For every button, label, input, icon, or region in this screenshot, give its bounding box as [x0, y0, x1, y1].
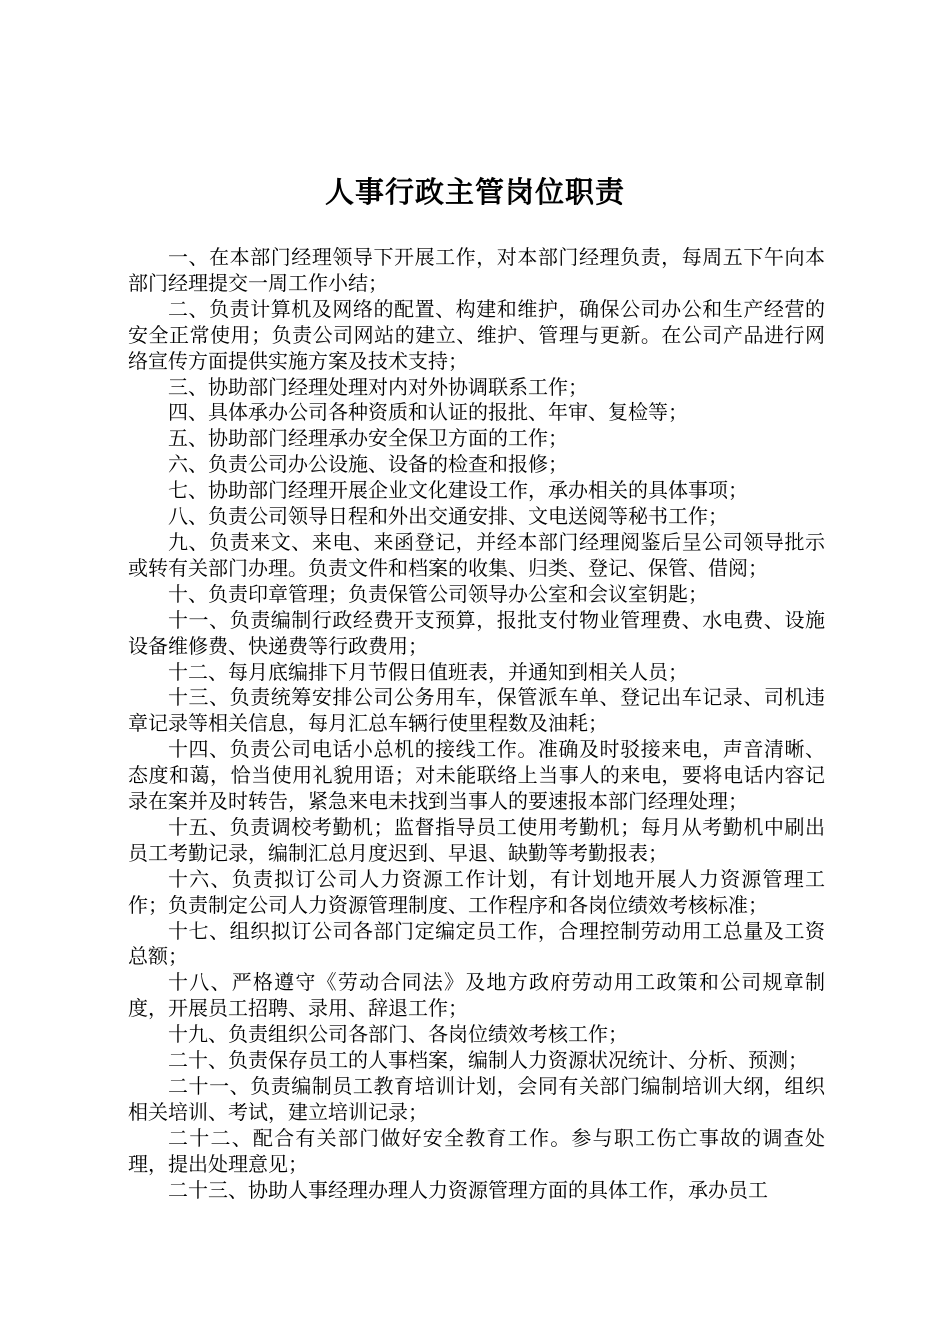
paragraph-12: 十二、每月底编排下月节假日值班表，并通知到相关人员； [168, 659, 688, 684]
document-title: 人事行政主管岗位职责 [324, 175, 625, 210]
paragraph-15: 十五、负责调校考勤机；监督指导员工使用考勤机；每月从考勤机中刷出员工考勤记录，编制汇总月度迟到、早退、缺勤等考勤报表； [128, 814, 825, 865]
paragraph-13: 十三、负责统筹安排公司公务用车，保管派车单、登记出车记录、司机违章记录等相关信息，每月汇总车辆行使里程数及油耗； [128, 685, 825, 736]
document-body [128, 245, 825, 1204]
paragraph-18: 十八、严格遵守《劳动合同法》及地方政府劳动用工政策和公司规章制度，开展员工招聘、录用、辞退工作； [128, 970, 825, 1021]
paragraph-3: 三、协助部门经理处理对内对外协调联系工作； [168, 374, 588, 399]
paragraph-7: 七、协助部门经理开展企业文化建设工作，承办相关的具体事项； [168, 478, 748, 503]
paragraph-17: 十七、组织拟订公司各部门定编定员工作，合理控制劳动用工总量及工资总额； [128, 918, 825, 969]
paragraph-9: 九、负责来文、来电、来函登记，并经本部门经理阅鉴后呈公司领导批示或转有关部门办理。负责文件和档案的收集、归类、登记、保管、借阅； [128, 529, 825, 580]
paragraph-22: 二十二、配合有关部门做好安全教育工作。参与职工伤亡事故的调查处理，提出处理意见； [128, 1125, 825, 1176]
paragraph-6: 六、负责公司办公设施、设备的检查和报修； [168, 452, 568, 477]
paragraph-16: 十六、负责拟订公司人力资源工作计划，有计划地开展人力资源管理工作；负责制定公司人力资源管理制度、工作程序和各岗位绩效考核标准； [128, 866, 825, 917]
paragraph-5: 五、协助部门经理承办安全保卫方面的工作； [168, 426, 568, 451]
paragraph-14: 十四、负责公司电话小总机的接线工作。准确及时驳接来电，声音清晰、态度和蔼，恰当使用礼貌用语；对未能联络上当事人的来电，要将电话内容记录在案并及时转告，紧急来电未找到当事人的要速报本部门经理处理； [128, 737, 825, 814]
paragraph-19: 十九、负责组织公司各部门、各岗位绩效考核工作； [168, 1022, 628, 1047]
paragraph-1: 一、在本部门经理领导下开展工作，对本部门经理负责，每周五下午向本部门经理提交一周工作小结； [128, 245, 825, 295]
paragraph-21: 二十一、负责编制员工教育培训计划，会同有关部门编制培训大纲，组织相关培训、考试，建立培训记录； [128, 1074, 825, 1124]
paragraph-4: 四、具体承办公司各种资质和认证的报批、年审、复检等； [168, 400, 688, 425]
paragraph-20: 二十、负责保存员工的人事档案，编制人力资源状况统计、分析、预测； [168, 1048, 808, 1073]
paragraph-23: 二十三、协助人事经理办理人力资源管理方面的具体工作，承办员工 [168, 1177, 768, 1202]
paragraph-11: 十一、负责编制行政经费开支预算，报批支付物业管理费、水电费、设施设备维修费、快递费等行政费用； [128, 607, 825, 658]
paragraph-2: 二、负责计算机及网络的配置、构建和维护，确保公司办公和生产经营的安全正常使用；负责公司网站的建立、维护、管理与更新。在公司产品进行网络宣传方面提供实施方案及技术支持； [128, 296, 825, 373]
paragraph-8: 八、负责公司领导日程和外出交通安排、文电送阅等秘书工作； [168, 504, 728, 529]
paragraph-10: 十、负责印章管理；负责保管公司领导办公室和会议室钥匙； [168, 581, 708, 606]
